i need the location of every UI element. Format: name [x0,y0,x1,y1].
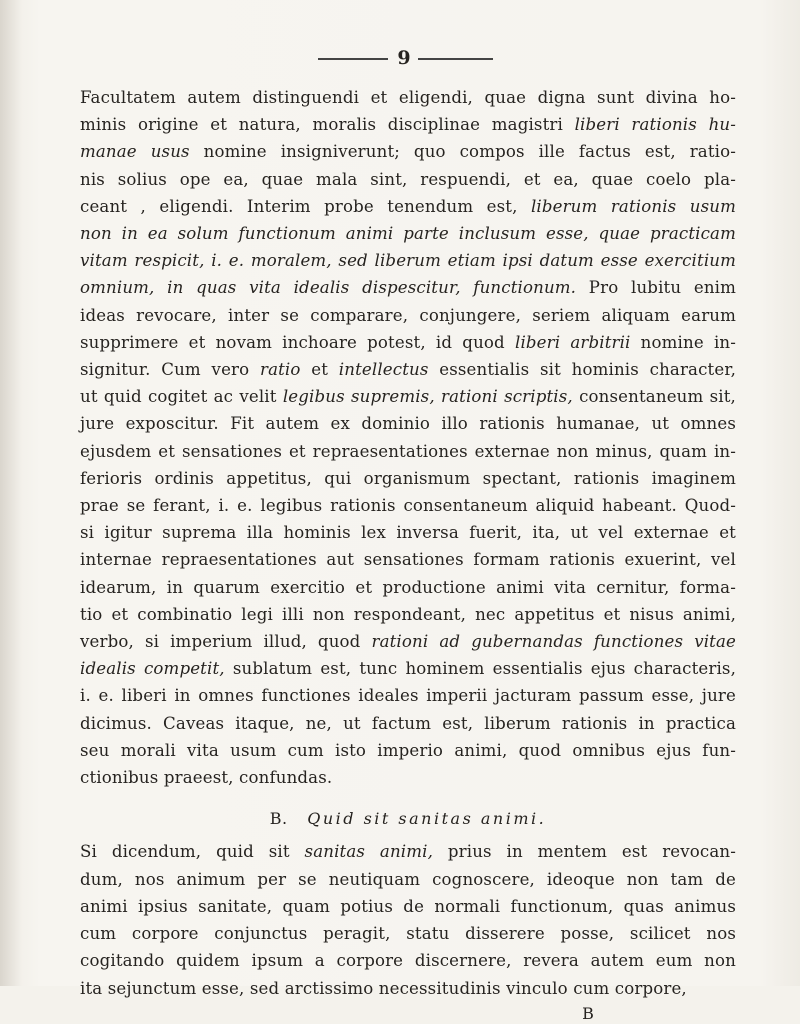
text-line: nis solius ope ea, quae mala sint, respuendi, et ea, quae coelo pla- [80,169,736,189]
italic-phrase: legibus supremis, rationi scriptis, [282,387,573,407]
text-line: dicimus. Caveas itaque, ne, ut factum est, liberum rationis in practica [80,713,736,733]
page-body [80,84,736,1024]
text-line: jure exposcitur. Fit autem ex dominio illo rationis humanae, ut omnes [80,414,736,434]
italic-phrase: sanitas animi, [304,842,434,862]
italic-phrase: rationi ad gubernandas functiones vitae [371,632,737,652]
section-letter: B. [269,809,288,829]
text-line: idealis competit, sublatum est, tunc hominem essentialis ejus characteris, [80,659,736,679]
text-line: ut quid cogitet ac velit legibus supremis, rationi scriptis, consentaneum sit, [80,387,736,407]
text-line: ita sejunctum esse, sed arctissimo necessitudinis vinculo cum corpore, [80,978,687,998]
italic-phrase: liberi arbitrii [514,332,631,352]
text-line: minis origine et natura, moralis disciplinae magistri liberi rationis hu- [80,115,736,135]
text-line [80,247,736,274]
italic-phrase: ratio [259,360,301,380]
text-line: ctionibus praeest, confundas. [80,768,333,788]
italic-phrase: liberum rationis usum [530,196,736,216]
text-line: ferioris ordinis appetitus, qui organismum spectant, rationis imaginem [80,468,736,488]
text-line: signitur. Cum vero ratio et intellectus essentialis sit hominis character, [80,360,736,380]
text-line: idearum, in quarum exercitio et productione animi vita cernitur, forma- [80,577,736,597]
page-spine-shadow [0,0,22,986]
text-line: Si dicendum, quid sit sanitas animi, prius in mentem est revocan- [80,842,736,862]
italic-phrase: intellectus [338,360,429,380]
signature-mark: B [582,1003,594,1023]
italic-phrase: omnium, in quas vita idealis dispescitur, functionum. [80,278,577,298]
paragraph-2 [80,838,736,1001]
text-line: animi ipsius sanitate, quam potius de normali functionum, quas animus [80,896,736,916]
header-rule-right [418,58,493,60]
text-line: verbo, si imperium illud, quod rationi ad gubernandas functiones vitae [80,632,737,652]
text-line: supprimere et novam inchoare potest, id quod liberi arbitrii nomine in- [80,332,737,352]
paragraph-1 [80,84,736,791]
text-line [80,220,736,247]
section-heading [80,805,736,832]
page-header [0,46,800,70]
text-line: omnium, in quas vita idealis dispescitur, functionum. Pro lubitu enim [80,278,736,298]
text-line: manae usus nomine insigniverunt; quo compos ille factus est, ratio- [80,142,736,162]
section-title: Quid sit sanitas animi. [307,809,547,829]
text-line: seu morali vita usum cum isto imperio animi, quod omnibus ejus fun- [80,740,736,760]
text-line: prae se ferant, i. e. legibus rationis consentaneum aliquid habeant. Quod- [80,496,736,516]
text-line: cogitando quidem ipsum a corpore discernere, revera autem eum non [80,951,736,971]
text-line: ejusdem et sensationes et repraesentationes externae non minus, quam in- [80,441,736,461]
text-line: ideas revocare, inter se comparare, conjungere, seriem aliquam earum [80,305,736,325]
text-line: tio et combinatio legi illi non respondeant, nec appetitus et nisus animi, [80,604,736,624]
italic-phrase: non in ea solum functionum animi parte inclusum esse, quae practicam [80,224,736,244]
page-number: 9 [397,47,411,69]
text-line: ceant , eligendi. Interim probe tenendum est, liberum rationis usum [80,196,736,216]
italic-phrase: vitam respicit, i. e. moralem, sed liberum etiam ipsi datum esse exercitium [80,251,736,271]
text-line: internae repraesentationes aut sensationes formam rationis exuerint, vel [80,550,736,570]
text-line: cum corpore conjunctus peragit, statu disserere posse, scilicet nos [80,924,736,944]
italic-phrase: liberi rationis hu- [574,115,736,135]
italic-phrase: manae usus [80,142,190,162]
text-line: si igitur suprema illa hominis lex inversa fuerit, ita, ut vel externae et [80,523,736,543]
header-rule-left [318,58,388,60]
text-line: Facultatem autem distinguendi et eligendi, quae digna sunt divina ho- [80,88,736,107]
text-line: i. e. liberi in omnes functiones ideales imperii jacturam passum esse, jure [80,686,736,706]
text-line: dum, nos animum per se neutiquam cognoscere, ideoque non tam de [80,869,736,889]
italic-phrase: idealis competit, [80,659,225,679]
